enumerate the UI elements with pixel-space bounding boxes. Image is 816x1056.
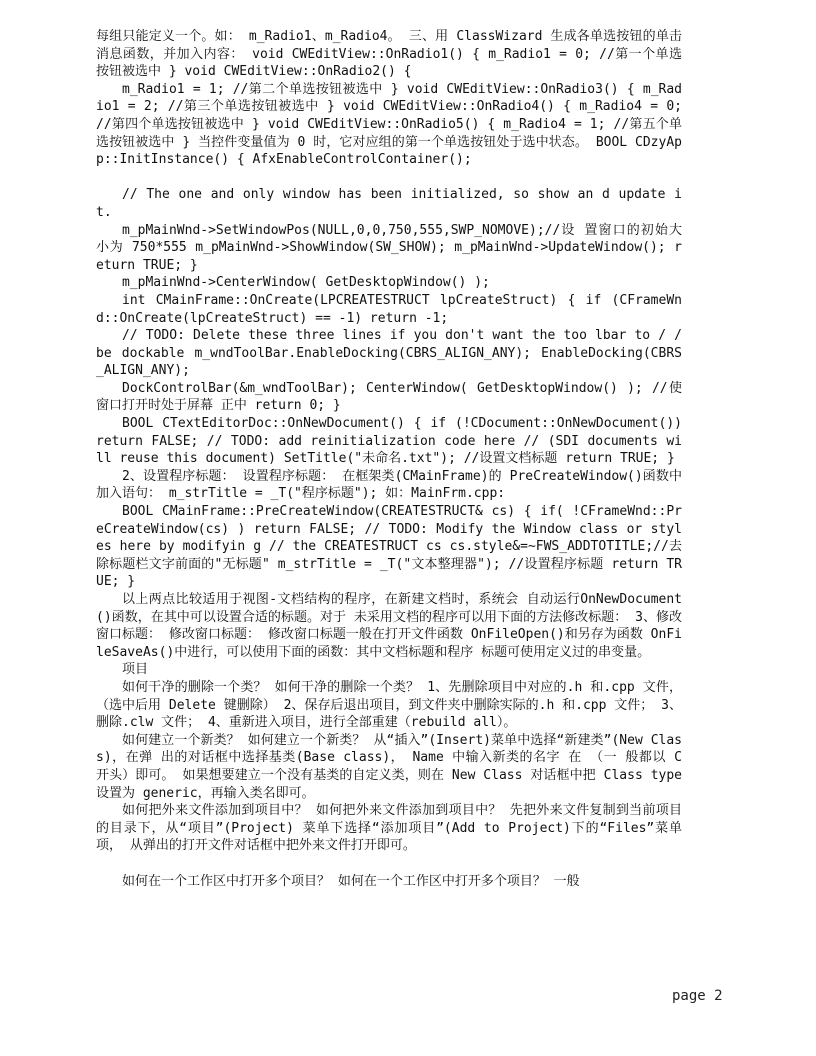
paragraph: 2、设置程序标题： 设置程序标题： 在框架类(CMainFrame)的 PreCreateWindow()函数中加入语句： m_strTitle = _T("程序标题"); 如：MainFrm.cpp: bbox=[96, 468, 682, 502]
paragraph: 如何把外来文件添加到项目中？ 如何把外来文件添加到项目中？ 先把外来文件复制到当前项目的目录下，从“项目”(Project) 菜单下选择“添加项目”(Add to Project)下的“Files”菜单项， 从弹出的打开文件对话框中把外来文件打开即可。 bbox=[96, 803, 682, 854]
paragraph: int CMainFrame::OnCreate(LPCREATESTRUCT lpCreateStruct) { if (CFrameWnd::OnCreate(lpCreateStruct) == -1) return -1; bbox=[96, 292, 682, 326]
section-heading: 项目 bbox=[122, 662, 149, 678]
paragraph: 如何干净的删除一个类？ 如何干净的删除一个类？ 1、先删除项目中对应的.h 和.cpp 文件， （选中后用 Delete 键删除） 2、保存后退出项目，到文件夹中删除实际的.h 和.cpp 文件； 3、删除.clw 文件； 4、重新进入项目，进行全部重建（rebuild all）。 bbox=[96, 679, 690, 731]
page-number: page 2 bbox=[672, 988, 723, 1004]
document-body bbox=[96, 28, 690, 890]
paragraph: // TODO: Delete these three lines if you don't want the too lbar to / / be dockable m_wndToolBar.EnableDocking(CBRS_ALIGN_ANY); EnableDocking(CBRS_ALIGN_ANY); bbox=[96, 328, 690, 379]
paragraph: 如何建立一个新类？ 如何建立一个新类？ 从“插入”(Insert)菜单中选择“新建类”(New Class)，在弹 出的对话框中选择基类(Base class)， Name 中输入新类的名字 在 （一 般都以 C 开头）即可。 如果想要建立一个没有基类的自定义类，则在 New Class 对话框中把 Class type 设置为 generic，再输入类名即可。 bbox=[96, 732, 690, 801]
paragraph: m_pMainWnd->SetWindowPos(NULL,0,0,750,555,SWP_NOMOVE);//设 置窗口的初始大小为 750*555 m_pMainWnd->ShowWindow(SW_SHOW); m_pMainWnd->UpdateWindow(); return TRUE; } bbox=[96, 222, 682, 273]
paragraph: m_Radio1 = 1; //第二个单选按钮被选中 } void CWEditView::OnRadio3() { m_Radio1 = 2; //第三个单选按钮被选中 } void CWEditView::OnRadio4() { m_Radio4 = 0; //第四个单选按钮被选中 } void CWEditView::OnRadio5() { m_Radio4 = 1; //第五个单选按钮被选中 } 当控件变量值为 0 时，它对应组的第一个单选按钮处于选中状态。 BOOL CDzyApp::InitInstance() { AfxEnableControlContainer(); bbox=[96, 81, 690, 168]
paragraph: 每组只能定义一个。如： m_Radio1、m_Radio4。 三、用 ClassWizard 生成各单选按钮的单击消息函数，并加入内容： void CWEditView::OnRadio1() { m_Radio1 = 0; //第一个单选按钮被选中 } void CWEditView::OnRadio2() { bbox=[96, 29, 682, 80]
paragraph: BOOL CMainFrame::PreCreateWindow(CREATESTRUCT& cs) { if( !CFrameWnd::PreCreateWindow(cs) ) return FALSE; // TODO: Modify the Window class or styles here by modifyin g // the CREATESTRUCT cs cs.style&=~FWS_ADDTOTITLE;//去除标题栏文字前面的"无标题" m_strTitle = _T("文本整理器"); //设置程序标题 return TRUE; } bbox=[96, 504, 682, 590]
paragraph: DockControlBar(&m_wndToolBar); CenterWindow( GetDesktopWindow() ); //使窗口打开时处于屏幕 正中 return 0; } bbox=[96, 380, 682, 414]
paragraph: 如何在一个工作区中打开多个项目？ 如何在一个工作区中打开多个项目？ 一般 bbox=[122, 873, 580, 889]
paragraph: 以上两点比较适用于视图-文档结构的程序，在新建文档时，系统会 自动运行OnNewDocument()函数，在其中可以设置合适的标题。对于 未采用文档的程序可以用下面的方法修改标题： 3、修改窗口标题： 修改窗口标题： 修改窗口标题一般在打开文件函数 OnFileOpen()和另存为函数 OnFileSaveAs()中进行，可以使用下面的函数：其中文档标题和程序 标题可使用定义过的串变量。 bbox=[96, 592, 682, 660]
paragraph: m_pMainWnd->CenterWindow( GetDesktopWindow() ); bbox=[122, 275, 490, 291]
code-comment-paragraph: // The one and only window has been initialized, so show an d update it. bbox=[96, 187, 682, 220]
paragraph: BOOL CTextEditorDoc::OnNewDocument() { if (!CDocument::OnNewDocument()) return FALSE; // TODO: add reinitialization code here // (SDI documents will reuse this document) SetTitle("未命名.txt"); //设置文档标题 return TRUE; } bbox=[96, 416, 690, 467]
